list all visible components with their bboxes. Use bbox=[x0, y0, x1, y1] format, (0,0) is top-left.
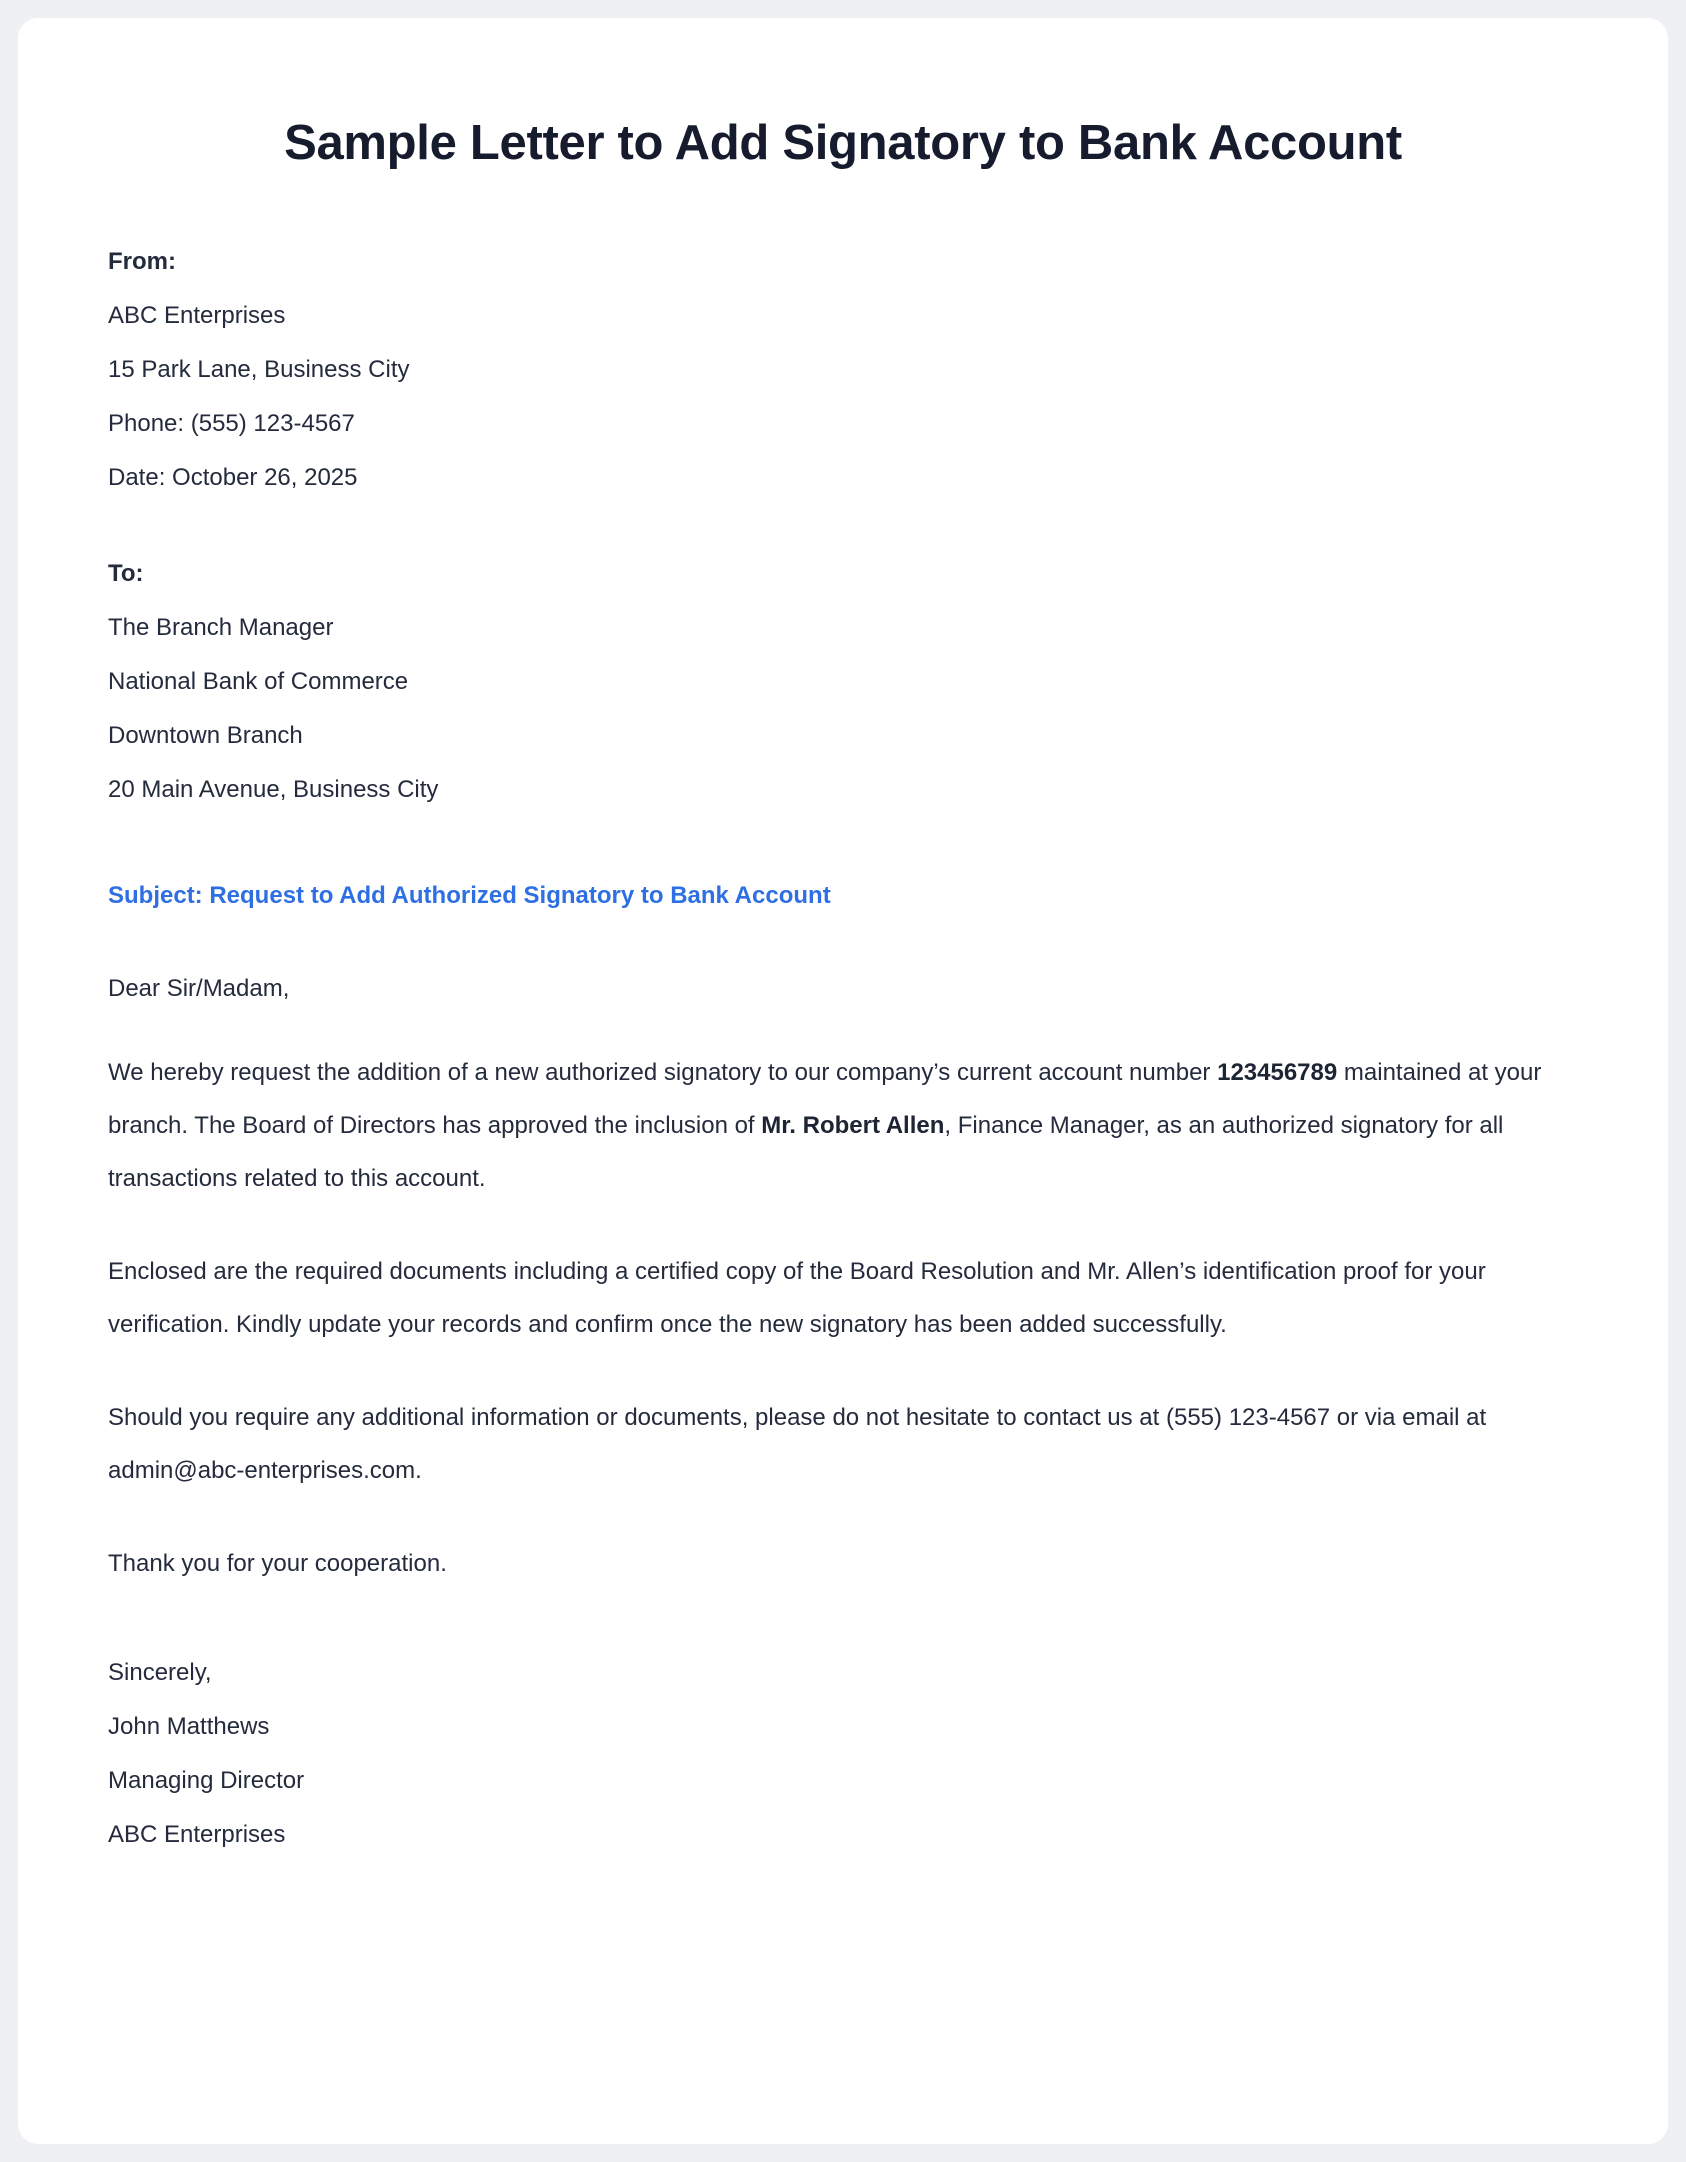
body-paragraph-2: Enclosed are the required documents including a certified copy of the Board Resolution and Mr. Allen’s identification proof for your verification. Kindly update your records and confirm once the new signatory has been added successfully. bbox=[108, 1257, 1486, 1338]
to-line-bank: National Bank of Commerce bbox=[108, 667, 409, 695]
from-address-block bbox=[108, 235, 1578, 505]
signature-company: ABC Enterprises bbox=[108, 1820, 286, 1848]
to-label: To: bbox=[108, 559, 144, 587]
page-title: Sample Letter to Add Signatory to Bank Account bbox=[284, 116, 1402, 170]
to-line-recipient: The Branch Manager bbox=[108, 613, 334, 641]
signature-name: John Matthews bbox=[108, 1712, 270, 1740]
signatory-name-emphasis: Mr. Robert Allen bbox=[761, 1111, 945, 1139]
letter-card bbox=[18, 18, 1668, 2144]
salutation: Dear Sir/Madam, bbox=[108, 974, 290, 1002]
to-address-block bbox=[108, 547, 1578, 817]
from-line-date: Date: October 26, 2025 bbox=[108, 463, 358, 491]
paragraph-1-part-1: We hereby request the addition of a new authorized signatory to our company’s current account number bbox=[108, 1058, 1218, 1086]
to-line-branch: Downtown Branch bbox=[108, 721, 303, 749]
from-line-company: ABC Enterprises bbox=[108, 301, 286, 329]
signature-block bbox=[108, 1646, 1578, 1862]
paragraph-1-part-3: , Finance Manager, as an authorized signatory for all transactions related to this account. bbox=[108, 1111, 1504, 1192]
signature-title: Managing Director bbox=[108, 1766, 305, 1794]
body-paragraph-3: Should you require any additional information or documents, please do not hesitate to contact us at (555) 123-4567 or via email at admin@abc-enterprises.com. bbox=[108, 1403, 1487, 1484]
paragraph-1-part-2: maintained at your branch. The Board of Directors has approved the inclusion of bbox=[108, 1058, 1542, 1139]
to-line-street: 20 Main Avenue, Business City bbox=[108, 775, 439, 803]
subject-line: Subject: Request to Add Authorized Signatory to Bank Account bbox=[108, 881, 831, 909]
from-line-phone: Phone: (555) 123-4567 bbox=[108, 409, 355, 437]
account-number-emphasis: 123456789 bbox=[1217, 1058, 1338, 1086]
signature-closing: Sincerely, bbox=[108, 1658, 212, 1686]
closing-thanks: Thank you for your cooperation. bbox=[108, 1549, 447, 1577]
from-label: From: bbox=[108, 247, 176, 275]
from-line-street: 15 Park Lane, Business City bbox=[108, 355, 410, 383]
body-paragraph-1 bbox=[108, 1046, 1578, 1205]
